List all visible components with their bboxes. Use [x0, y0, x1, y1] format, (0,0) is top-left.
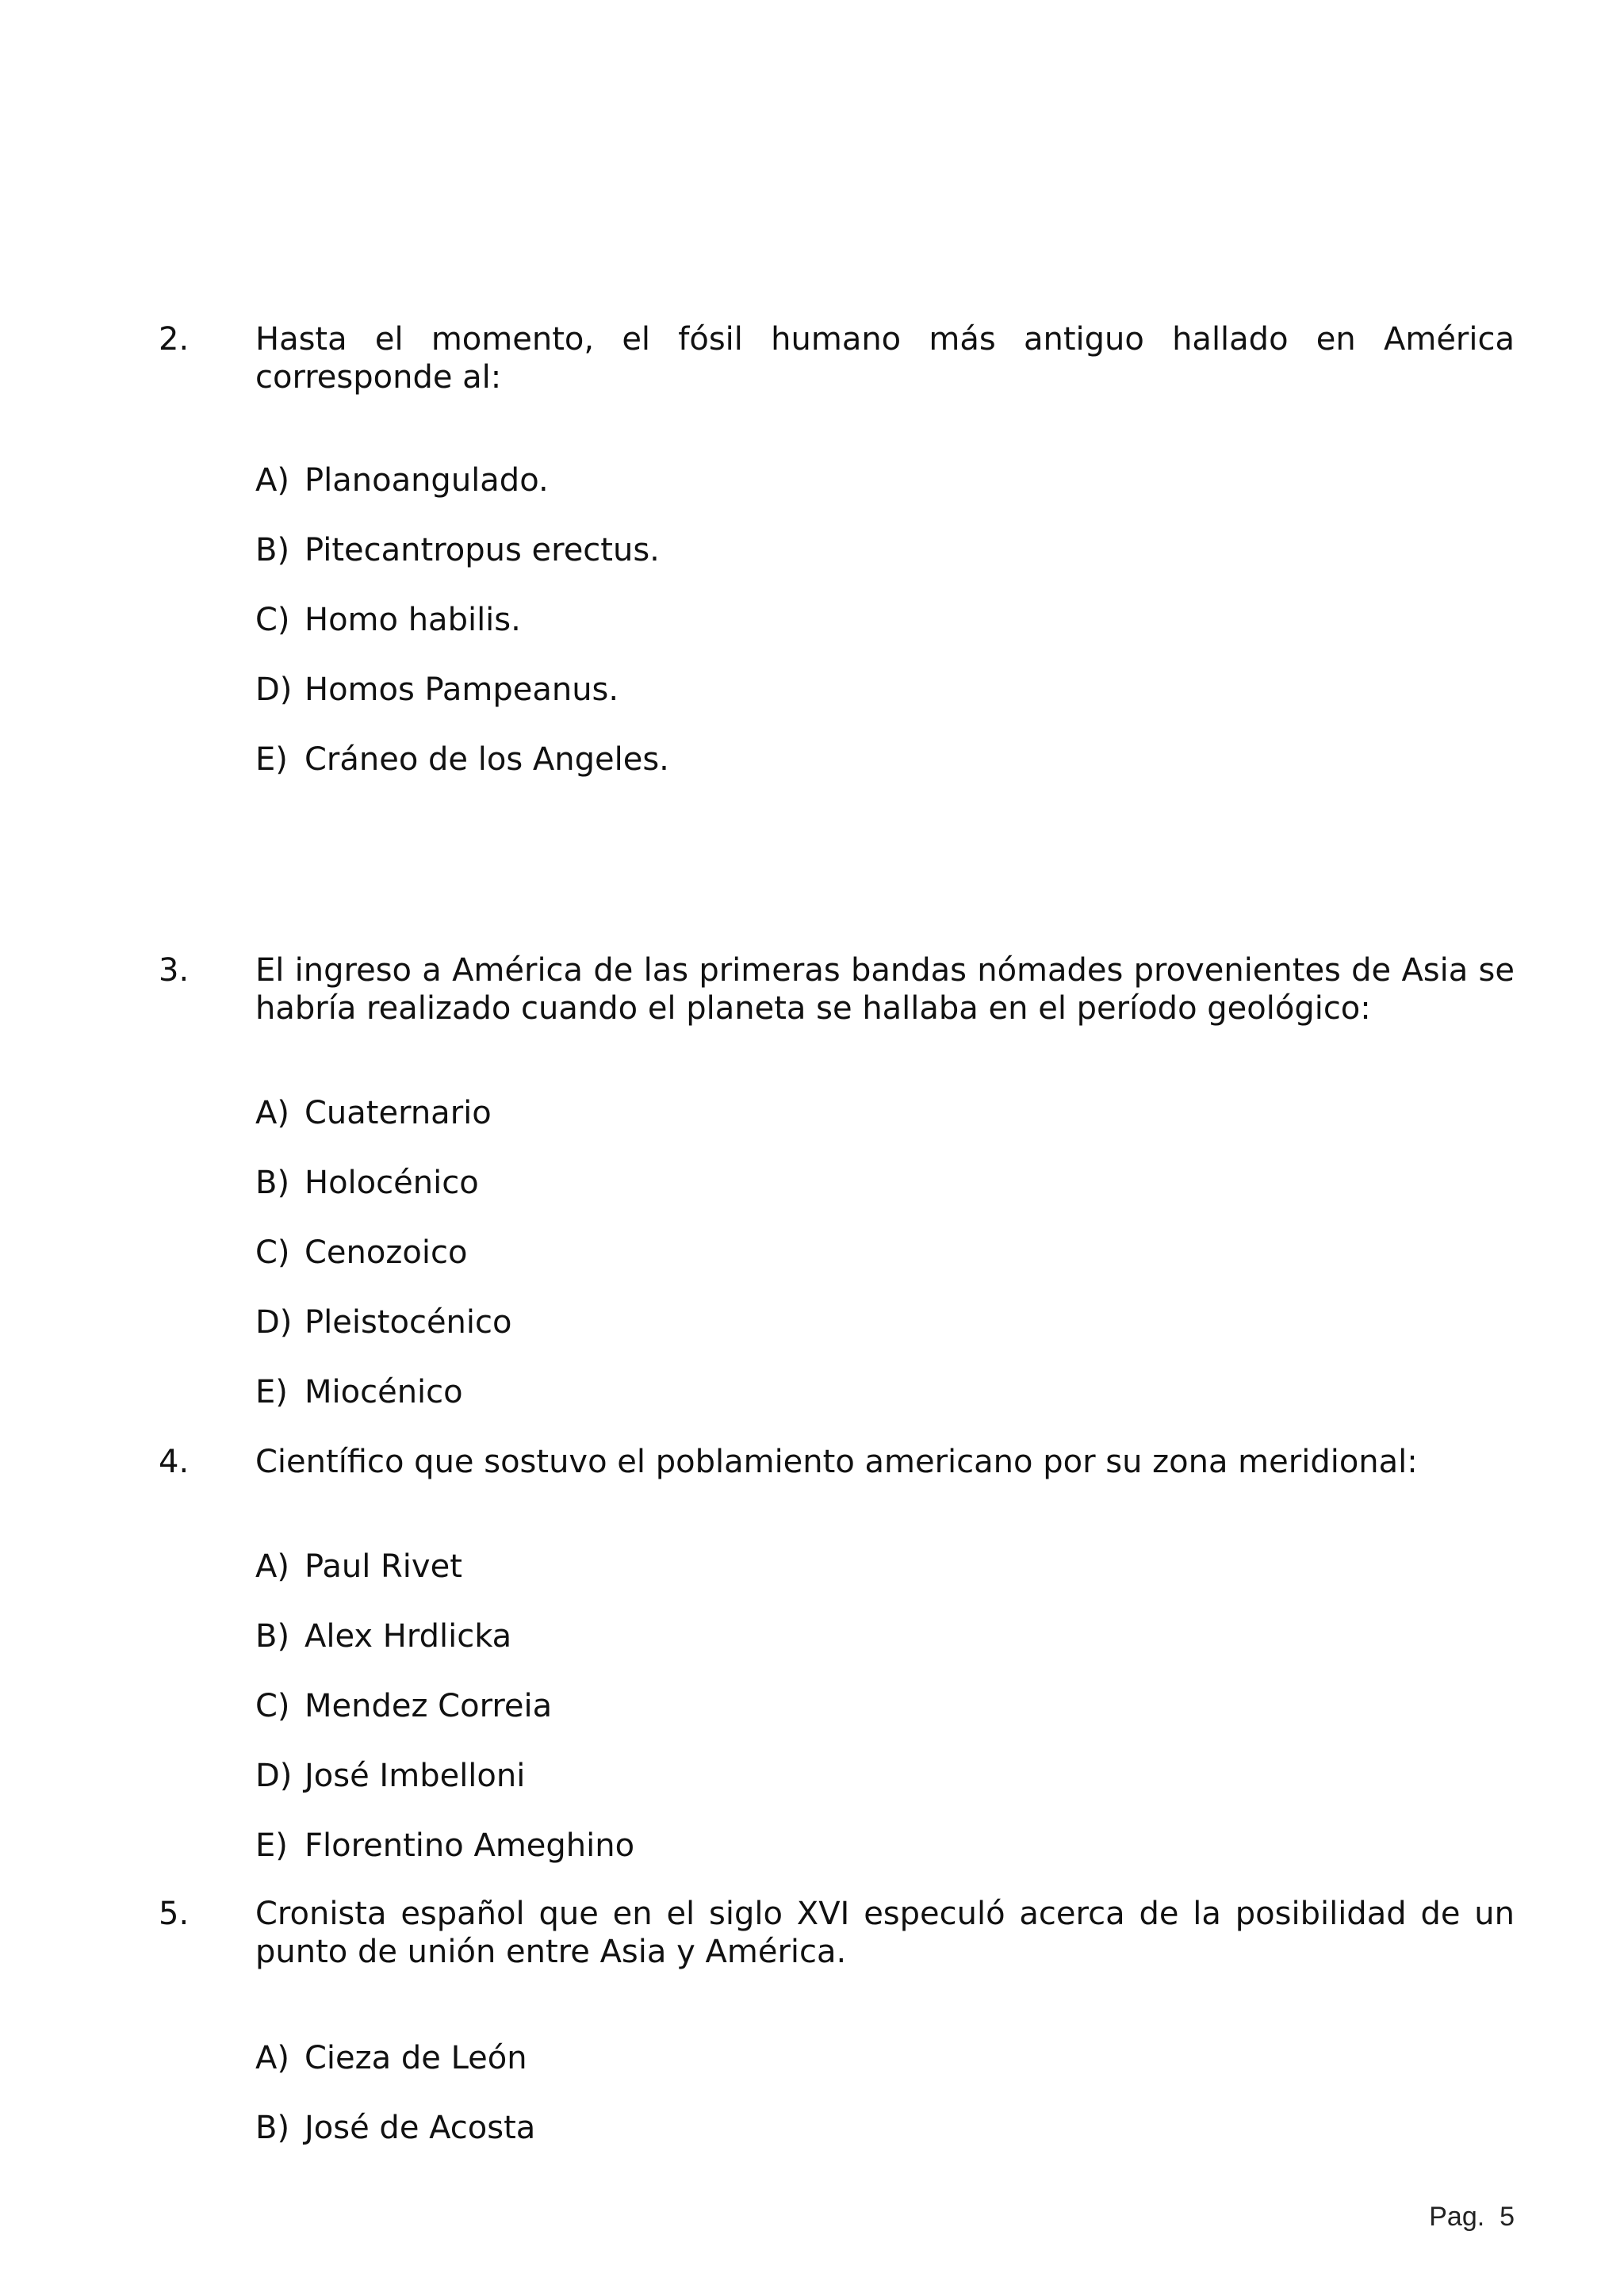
option-letter: B): [255, 532, 290, 568]
question-text: Científico que sostuvo el poblamiento americano por su zona meridional:: [255, 1444, 1418, 1480]
option-letter: B): [255, 2110, 290, 2146]
option-text: Homo habilis.: [304, 602, 521, 638]
option-text: Florentino Ameghino: [304, 1827, 635, 1864]
option-letter: A): [255, 2040, 289, 2076]
option-2b: [255, 531, 660, 569]
option-3b: [255, 1164, 479, 1202]
option-5a: [255, 2039, 527, 2077]
option-3d: [255, 1303, 511, 1341]
option-4a: [255, 1548, 462, 1586]
option-2e: [255, 740, 669, 779]
option-text: Planoangulado.: [304, 462, 549, 499]
option-text: Pleistocénico: [304, 1304, 512, 1341]
option-text: Alex Hrdlicka: [304, 1618, 512, 1655]
option-letter: B): [255, 1618, 290, 1655]
option-text: Cráneo de los Angeles.: [304, 741, 669, 778]
option-letter: D): [255, 672, 293, 708]
option-2a: [255, 461, 549, 499]
option-text: Homos Pampeanus.: [304, 672, 619, 708]
option-text: José Imbelloni: [304, 1758, 526, 1794]
question-number: 4.: [159, 1444, 190, 1480]
option-letter: C): [255, 602, 290, 638]
option-letter: C): [255, 1688, 290, 1724]
option-text: Paul Rivet: [304, 1548, 462, 1585]
question-text: Cronista español que en el siglo XVI especuló acerca de la posibilidad de un punto de unión entre Asia y América.: [255, 1896, 1515, 1970]
option-letter: B): [255, 1165, 290, 1201]
option-text: Pitecantropus erectus.: [304, 532, 660, 568]
option-text: Miocénico: [304, 1374, 463, 1410]
option-3c: [255, 1234, 467, 1272]
option-text: Cuaternario: [304, 1095, 492, 1131]
question-number: 3.: [159, 952, 190, 989]
option-2c: [255, 601, 521, 639]
question-number: 5.: [159, 1896, 190, 1932]
option-letter: D): [255, 1758, 293, 1794]
option-letter: D): [255, 1304, 293, 1341]
option-4d: [255, 1757, 525, 1795]
option-text: Cenozoico: [304, 1234, 468, 1271]
option-text: Cieza de León: [304, 2040, 527, 2076]
question-text: El ingreso a América de las primeras bandas nómades provenientes de Asia se habría realizado cuando el planeta se hallaba en el período geológico:: [255, 952, 1515, 1027]
option-text: Holocénico: [304, 1165, 479, 1201]
option-5b: [255, 2109, 535, 2147]
option-3a: [255, 1094, 492, 1132]
question-number: 2.: [159, 321, 190, 358]
option-letter: E): [255, 1374, 288, 1410]
option-4b: [255, 1617, 511, 1655]
option-letter: A): [255, 1095, 289, 1131]
option-letter: C): [255, 1234, 290, 1271]
option-2d: [255, 671, 619, 709]
option-4e: [255, 1827, 634, 1865]
option-text: José de Acosta: [304, 2110, 536, 2146]
option-text: Mendez Correia: [304, 1688, 553, 1724]
option-letter: E): [255, 1827, 288, 1864]
option-3e: [255, 1373, 463, 1411]
option-letter: A): [255, 462, 289, 499]
option-4c: [255, 1687, 552, 1725]
page-number: Pag. 5: [1429, 2202, 1515, 2232]
option-letter: A): [255, 1548, 289, 1585]
option-letter: E): [255, 741, 288, 778]
question-text: Hasta el momento, el fósil humano más antiguo hallado en América corresponde al:: [255, 321, 1515, 396]
